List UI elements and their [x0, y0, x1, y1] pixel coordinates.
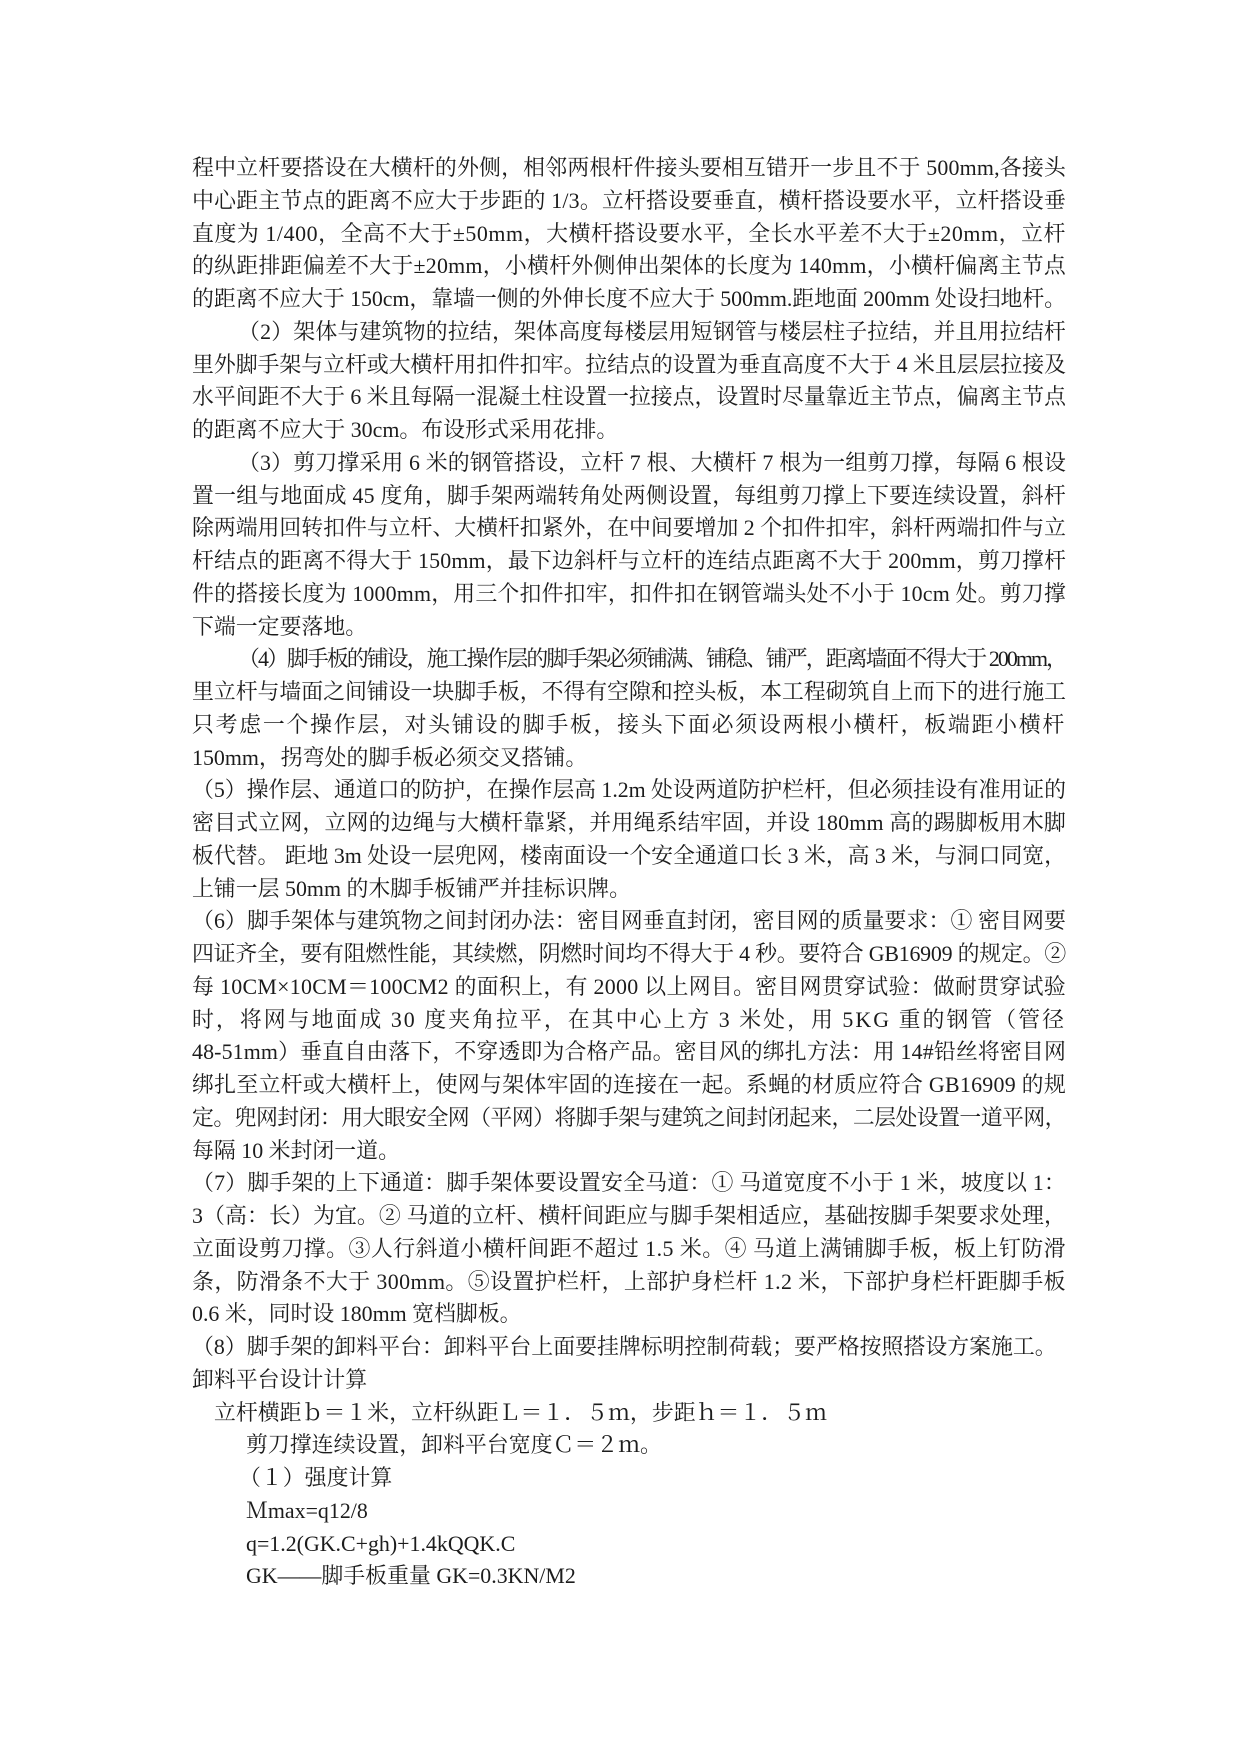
text-line: [238, 447, 1066, 480]
text-line: [192, 676, 1066, 709]
text-line-content: 里外脚手架与立杆或大横杆用扣件扣牢。拉结点的设置为垂直高度不大于 4 米且层层拉接及: [192, 351, 1066, 377]
text-line: [192, 709, 1066, 742]
text-line-content: 定。兜网封闭：用大眼安全网（平网）将脚手架与建筑之间封闭起来，二层处设置一道平网，: [192, 1104, 1066, 1130]
text-line: [192, 938, 1066, 971]
text-line-content: 板代替。 距地 3m 处设一层兜网，楼南面设一个安全通道口长 3 米，高 3 米，与洞口同宽，: [192, 842, 1066, 868]
text-line-content: （6）脚手架体与建筑物之间封闭办法：密目网垂直封闭，密目网的质量要求：① 密目网要: [192, 908, 1066, 934]
paragraph-8-unloading-platform: [192, 1331, 1066, 1364]
text-line: [192, 218, 1066, 251]
paragraph-5-protection: [192, 774, 1066, 905]
text-line: [192, 414, 1066, 447]
text-line: [238, 643, 1066, 676]
paragraph-pole-erection-requirements: [192, 152, 1066, 316]
paragraph-4-scaffold-boards: [192, 643, 1066, 774]
text-line: [238, 316, 1066, 349]
text-line: [192, 381, 1066, 414]
section-unloading-platform-calculation: [192, 1364, 1066, 1593]
text-line: [192, 250, 1066, 283]
text-line: [192, 807, 1066, 840]
text-line-content: （2）架体与建筑物的拉结，架体高度每楼层用短钢管与楼层柱子拉结，并且用拉结杆: [238, 318, 1066, 344]
text-line: [192, 1298, 1066, 1331]
text-line-content: 每隔 10 米封闭一道。: [192, 1137, 400, 1163]
text-line: [192, 873, 1066, 906]
text-line-content: 除两端用回转扣件与立杆、大横杆扣紧外，在中间要增加 2 个扣件扣牢，斜杆两端扣件与立: [192, 515, 1066, 541]
section-heading-text: 卸料平台设计计算: [192, 1366, 368, 1392]
text-line: [192, 480, 1066, 513]
paragraph-7-access-ramp: [192, 1167, 1066, 1331]
formula-text: Ｍmax=q12/8: [246, 1497, 368, 1523]
text-line-content: 的距离不应大于 150cm，靠墙一侧的外伸长度不应大于 500mm.距地面 200mm 处设扫地杆。: [192, 286, 1066, 311]
text-line: [192, 1135, 1066, 1168]
text-line: [192, 1233, 1066, 1266]
text-line: [192, 742, 1066, 775]
text-line: [192, 185, 1066, 218]
parameter-text: 剪刀撑连续设置，卸料平台宽度Ｃ＝２ｍ。: [246, 1432, 662, 1458]
text-line-content: （7）脚手架的上下通道：脚手架体要设置安全马道：① 马道宽度不小于 1 米，坡度以 1：: [192, 1170, 1066, 1196]
document-body: [192, 152, 1066, 1593]
text-line: [192, 1331, 1066, 1364]
text-line-content: 上铺一层 50mm 的木脚手板铺严并挂标识牌。: [192, 875, 632, 901]
formula-line: [246, 1560, 1066, 1593]
text-line: [192, 578, 1066, 611]
text-line-content: （4）脚手板的铺设，施工操作层的脚手架必须铺满、铺稳、铺严，距离墙面不得大于 200mm，: [238, 646, 1066, 672]
text-line-content: （3）剪刀撑采用 6 米的钢管搭设，立杆 7 根、大横杆 7 根为一组剪刀撑，每隔 6 根设: [238, 449, 1066, 475]
text-line: [192, 1200, 1066, 1233]
paragraph-3-cross-bracing: [192, 447, 1066, 644]
text-line-content: （8）脚手架的卸料平台：卸料平台上面要挂牌标明控制荷载；要严格按照搭设方案施工。: [192, 1334, 1057, 1359]
text-line: [192, 840, 1066, 873]
text-line: [192, 1004, 1066, 1037]
text-line: [192, 349, 1066, 382]
parameter-line: [214, 1397, 1066, 1430]
text-line-content: 的纵距排距偏差不大于±20mm，小横杆外侧伸出架体的长度为 140mm，小横杆偏离主节点: [192, 253, 1066, 279]
text-line-content: （5）操作层、通道口的防护，在操作层高 1.2m 处设两道防护栏杆，但必须挂设有准用证的: [192, 777, 1066, 803]
paragraph-2-wall-ties: [192, 316, 1066, 447]
text-line-content: 杆结点的距离不得大于 150mm，最下边斜杆与立杆的连结点距离不大于 200mm，剪刀撑杆: [192, 548, 1066, 573]
parameter-line: [246, 1429, 1066, 1462]
formula-line: [246, 1528, 1066, 1561]
text-line-content: 直度为 1/400，全高不大于±50mm，大横杆搭设要水平，全长水平差不大于±20mm，立杆: [192, 220, 1066, 246]
formula-text: q=1.2(GK.C+gh)+1.4kQQK.C: [246, 1530, 516, 1556]
text-line-content: 条，防滑条不大于 300mm。⑤设置护栏杆，上部护身栏杆 1.2 米，下部护身栏杆距脚手板: [192, 1268, 1066, 1294]
text-line-content: 置一组与地面成 45 度角，脚手架两端转角处两侧设置，每组剪刀撑上下要连续设置，斜杆: [192, 482, 1066, 508]
subheading-strength-calculation: [239, 1462, 1066, 1495]
text-line: [192, 1266, 1066, 1299]
text-line-content: 密目式立网，立网的边绳与大横杆靠紧，并用绳系结牢固，并设 180mm 高的踢脚板用木脚: [192, 810, 1066, 835]
text-line: [192, 611, 1066, 644]
text-line-content: 只考虑一个操作层，对头铺设的脚手板，接头下面必须设两根小横杆，板端距小横杆: [192, 711, 1066, 737]
formula-text: GK——脚手板重量 GK=0.3KN/M2: [246, 1563, 576, 1589]
text-line-content: 150mm，拐弯处的脚手板必须交叉搭铺。: [192, 744, 588, 770]
text-line-content: 3（高：长）为宜。② 马道的立杆、横杆间距应与脚手架相适应，基础按脚手架要求处理，: [192, 1203, 1066, 1228]
text-line: [192, 283, 1066, 316]
text-line: [192, 152, 1066, 185]
text-line: [192, 1036, 1066, 1069]
text-line: [192, 1167, 1066, 1200]
text-line-content: 件的搭接长度为 1000mm，用三个扣件扣牢，扣件扣在钢管端头处不小于 10cm 处。剪刀撑: [192, 580, 1066, 606]
text-line-content: 绑扎至立杆或大横杆上，使网与架体牢固的连接在一起。系蝇的材质应符合 GB16909 的规: [192, 1072, 1066, 1097]
parameter-text: 立杆横距ｂ＝１米，立杆纵距Ｌ＝１．５ｍ，步距ｈ＝１．５ｍ: [214, 1399, 827, 1425]
text-line-content: 中心距主节点的距离不应大于步距的 1/3。立杆搭设要垂直，横杆搭设要水平，立杆搭设垂: [192, 187, 1066, 213]
text-line: [192, 774, 1066, 807]
subheading-text: （１）强度计算: [239, 1465, 393, 1490]
text-line: [192, 512, 1066, 545]
text-line: [192, 1102, 1066, 1135]
text-line-content: 程中立杆要搭设在大横杆的外侧，相邻两根杆件接头要相互错开一步且不于 500mm,各接头: [192, 155, 1066, 180]
text-line-content: 的距离不应大于 30cm。布设形式采用花排。: [192, 417, 619, 442]
text-line-content: 立面设剪刀撑。③人行斜道小横杆间距不超过 1.5 米。④ 马道上满铺脚手板，板上钉防滑: [192, 1235, 1066, 1261]
text-line-content: 每 10CM×10CM＝100CM2 的面积上，有 2000 以上网目。密目网贯穿试验：做耐贯穿试验: [192, 973, 1066, 999]
text-line-content: 48-51mm）垂直自由落下，不穿透即为合格产品。密目风的绑扎方法：用 14#铅丝将密目网: [192, 1039, 1066, 1065]
formula-line: [246, 1495, 1066, 1528]
text-line-content: 四证齐全，要有阻燃性能，其续燃，阴燃时间均不得大于 4 秒。要符合 GB16909 的规定。②: [192, 941, 1066, 966]
text-line-content: 时，将网与地面成 30 度夹角拉平，在其中心上方 3 米处，用 5KG 重的钢管（管径: [192, 1006, 1066, 1032]
text-line: [192, 1069, 1066, 1102]
text-line: [192, 545, 1066, 578]
text-line-content: 0.6 米，同时设 180mm 宽档脚板。: [192, 1301, 522, 1327]
text-line-content: 里立杆与墙面之间铺设一块脚手板，不得有空隙和控头板，本工程砌筑自上而下的进行施工: [192, 679, 1066, 704]
text-line: [192, 971, 1066, 1004]
text-line-content: 水平间距不大于 6 米且每隔一混凝土柱设置一拉接点，设置时尽量靠近主节点，偏离主节点: [192, 384, 1066, 410]
section-heading: [192, 1364, 1066, 1397]
text-line-content: 下端一定要落地。: [192, 613, 368, 639]
paragraph-6-enclosure: [192, 905, 1066, 1167]
text-line: [192, 905, 1066, 938]
